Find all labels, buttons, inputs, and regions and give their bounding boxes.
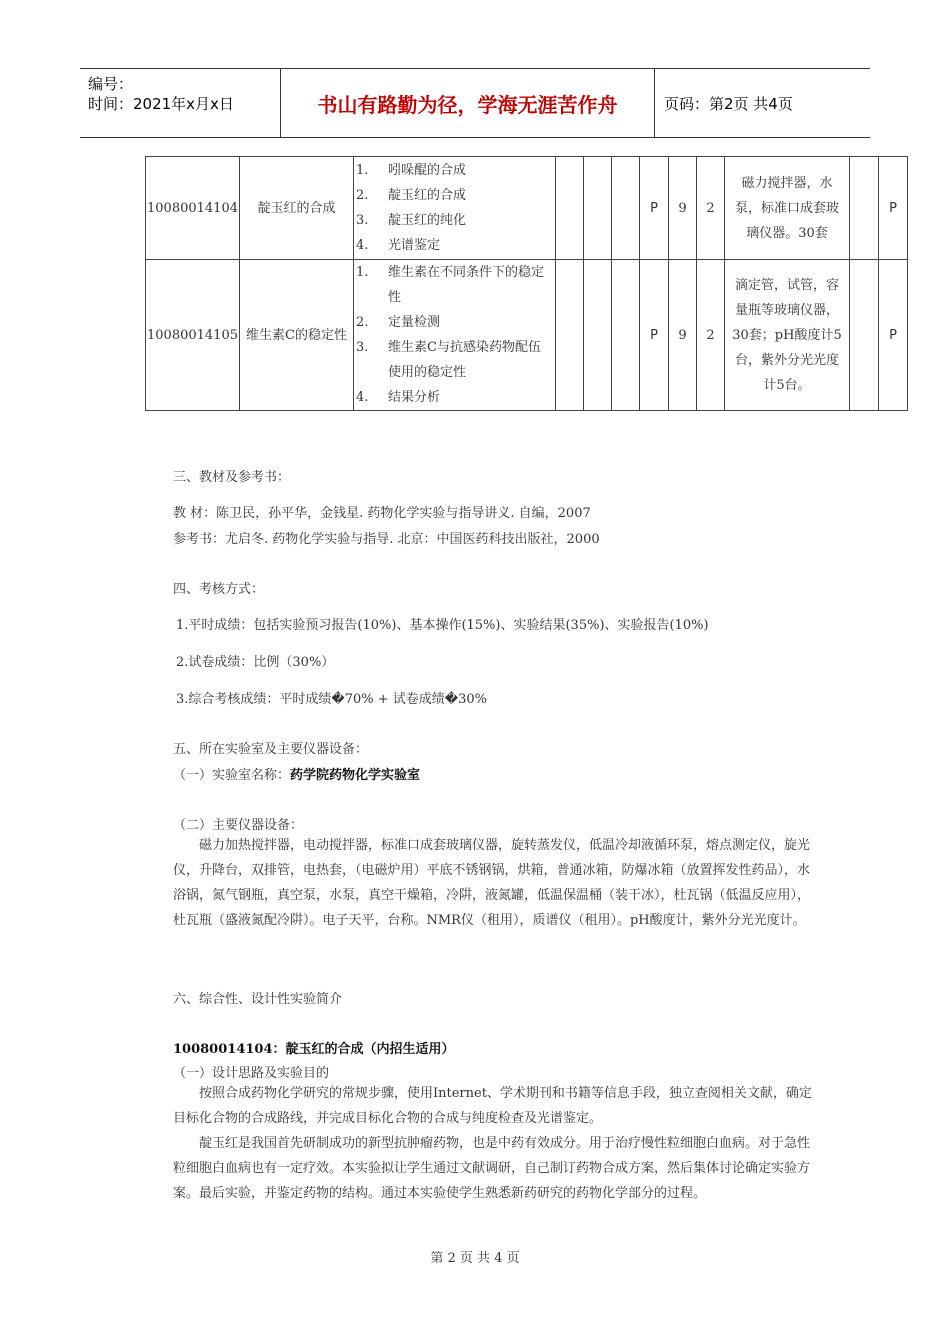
section-6-title: 六、综合性、设计性实验简介	[173, 992, 343, 1007]
table-row	[146, 260, 908, 411]
experiment-title: 10080014104：靛玉红的合成（内招生适用）	[173, 1042, 455, 1057]
section-3-title: 三、教材及参考书：	[173, 470, 291, 485]
empty-cell	[612, 260, 640, 411]
empty-cell	[850, 157, 879, 260]
lab-label: （一）实验室名称：	[173, 768, 291, 783]
experiment-table	[145, 156, 908, 411]
assessment-item-2: 2.试卷成绩：比例（30%）	[176, 655, 335, 670]
list-item: 2. 靛玉红的合成	[356, 188, 467, 203]
group-size-value: 2	[697, 157, 725, 260]
header-meta	[80, 69, 281, 137]
experiment-items	[354, 260, 556, 411]
hours-value: 9	[669, 260, 697, 411]
equipment-cell: 磁力搅拌器，水泵，标准口成套玻璃仪器。30套	[725, 157, 850, 260]
page-info: 页码：第2页 共4页	[664, 94, 793, 113]
p-mark: P	[640, 260, 669, 411]
empty-cell	[584, 157, 612, 260]
purpose-paragraph-2: 靛玉红是我国首先研制成功的新型抗肿瘤药物，也是中药有效成分。用于治疗慢性粒细胞白血病。对于急性粒细胞白血病也有一定疗效。本实验拟让学生通过文献调研，自己制订药物合成方案，然后集体讨论确定实验方案。最后实验，并鉴定药物的结构。通过本实验使学生熟悉新药研究的药物化学部分的过程。	[173, 1136, 811, 1201]
equipment-paragraph: 磁力加热搅拌器，电动搅拌器，标准口成套玻璃仪器，旋转蒸发仪，低温冷却液循环泵，熔点测定仪，旋光仪，升降台，双排管，电热套，（电磁炉用）平底不锈钢锅，烘箱，普通冰箱，防爆冰箱（放置挥发性药品），水浴锅，氮气钢瓶，真空泵，水泵，真空干燥箱，冷阱，液氮罐，低温保温桶（装干冰），杜瓦锅（低温反应用），杜瓦瓶（盛液氮配冷阱）。电子天平，台称。NMR仪（租用），质谱仪（租用）。pH酸度计，紫外分光光度计。	[173, 838, 811, 928]
empty-cell	[612, 157, 640, 260]
course-code: 10080014105	[146, 260, 240, 411]
p-mark: P	[640, 157, 669, 260]
course-code: 10080014104	[146, 157, 240, 260]
empty-cell	[556, 157, 584, 260]
reference-line: 参考书：尤启冬. 药物化学实验与指导. 北京：中国医药科技出版社，2000	[173, 532, 600, 547]
assessment-item-1: 1.平时成绩：包括实验预习报告(10%)、基本操作(15%)、实验结果(35%)、实验报告(10%)	[176, 618, 709, 633]
section-5-title: 五、所在实验室及主要仪器设备：	[173, 742, 369, 757]
list-item: 1. 维生素在不同条件下的稳定性	[356, 265, 545, 305]
lab-name: 药学院药物化学实验室	[290, 768, 421, 783]
page-header	[80, 68, 870, 138]
textbook-line: 教 材：陈卫民，孙平华，金钱星. 药物化学实验与指导讲义. 自编，2007	[173, 506, 591, 521]
number-label: 编号：	[88, 75, 134, 93]
empty-cell	[556, 260, 584, 411]
section-4-title: 四、考核方式：	[173, 582, 265, 597]
group-size-value: 2	[697, 260, 725, 411]
experiment-name: 维生素C的稳定性	[240, 260, 354, 411]
experiment-items	[354, 157, 556, 260]
hours-value: 9	[669, 157, 697, 260]
list-item: 1. 吲哚醌的合成	[356, 163, 467, 178]
p-mark: P	[879, 157, 908, 260]
list-item: 2. 定量检测	[356, 315, 441, 330]
subsection-title: （一）设计思路及实验目的	[173, 1066, 330, 1081]
purpose-paragraph-1: 按照合成药物化学研究的常规步骤，使用Internet、学术期刊和书籍等信息手段，独立查阅相关文献，确定目标化合物的合成路线，并完成目标化合物的合成与纯度检查及光谱鉴定。	[173, 1086, 812, 1126]
page-footer: 第 2 页 共 4 页	[430, 1251, 520, 1266]
motto: 书山有路勤为径，学海无涯苦作舟	[281, 69, 655, 137]
time-label: 时间：2021年x月x日	[88, 95, 234, 113]
experiment-name: 靛玉红的合成	[240, 157, 354, 260]
assessment-item-3: 3.综合考核成绩：平时成绩�70% + 试卷成绩�30%	[176, 692, 488, 707]
equipment-cell: 滴定管，试管，容量瓶等玻璃仪器，30套；pH酸度计5台，紫外分光光度计5台。	[725, 260, 850, 411]
empty-cell	[584, 260, 612, 411]
list-item: 3. 维生素C与抗感染药物配伍使用的稳定性	[356, 340, 541, 380]
lab-name-line	[173, 764, 420, 783]
list-item: 4. 光谱鉴定	[356, 238, 441, 253]
table-row	[146, 157, 908, 260]
equipment-label: （二）主要仪器设备：	[173, 818, 304, 833]
list-item: 3. 靛玉红的纯化	[356, 213, 467, 228]
p-mark: P	[879, 260, 908, 411]
list-item: 4. 结果分析	[356, 390, 441, 405]
empty-cell	[850, 260, 879, 411]
